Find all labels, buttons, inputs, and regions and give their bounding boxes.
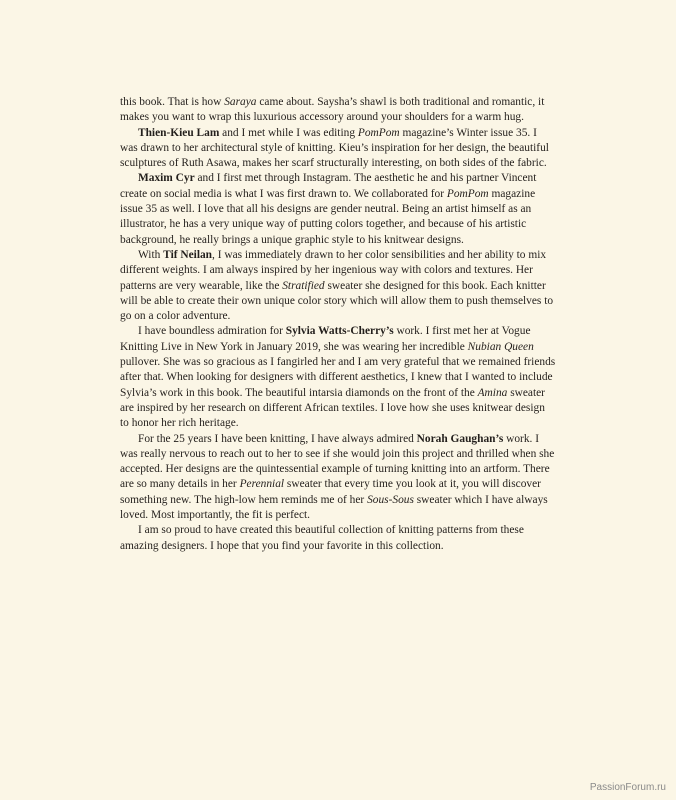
text-run: With [138,248,164,261]
text-run: For the 25 years I have been knitting, I have always admired [138,432,417,445]
text-run: magazine issue 35 as well. I love that all his designs are gender neutral. Being an artist himself as an illustrator, he has a very unique way of putting colors together, and because of his artistic background, he really brings a unique graphic style to his knitwear designs. [120,187,536,246]
text-run: and I first met through Instagram. The aesthetic he and his partner Vincent create on social media is what I was first drawn to. We collaborated for [120,172,537,200]
designer-name: Thien-Kieu Lam [138,126,220,139]
text-run: work. I first met her at Vogue Knitting Live in New York in January 2019, she was wearing her incredible [120,325,531,353]
italic-title: Nubian Queen [467,340,534,353]
italic-title: Saraya [224,96,257,108]
paragraph [120,523,556,554]
italic-title: Perennial [239,478,285,491]
text-run: work. I was really nervous to reach out to her to see if she would join this project and thrilled when she accepted. Her designs are the quintessential example of turning knitting into an artform. There are so many details in her [120,432,555,491]
italic-title: Amina [477,386,508,399]
text-run: sweater she designed for this book. Each knitter will be able to create their own unique color story which will allow them to push themselves to go on a color adventure. [120,279,554,323]
watermark: PassionForum.ru [589,782,666,793]
paragraph [120,324,556,431]
paragraph [120,171,556,247]
designer-name: Maxim Cyr [138,172,195,185]
paragraph [120,432,556,524]
text-run: I am so proud to have created this beautiful collection of knitting patterns from these amazing designers. I hope that you find your favorite in this collection. [120,524,524,552]
text-run: came about. Saysha’s shawl is both traditional and romantic, it makes you want to wrap this luxurious accessory around your shoulders for a warm hug. [120,96,545,124]
designer-name: Sylvia Watts-Cherry’s [285,325,394,338]
text-run: , I was immediately drawn to her color sensibilities and her ability to mix different weights. I am always inspired by her ingenious way with colors and textures. Her patterns are very wearable, like the [120,248,547,292]
italic-title: PomPom [446,187,489,200]
italic-title: Stratified [282,279,325,292]
text-run: sweater are inspired by her research on different African textiles. I love how she uses knitwear design to honor her rich heritage. [120,386,545,430]
text-run: and I met while I was editing [219,126,358,139]
italic-title: Sous-Sous [367,493,414,506]
text-run: sweater that every time you look at it, you will discover something new. The high-low hem reminds me of her [120,478,541,506]
paragraph [120,126,556,172]
text-run: magazine’s Winter issue 35. I was drawn to her architectural style of knitting. Kieu’s inspiration for her design, the beautiful sculptures of Ruth Asawa, makes her scarf structurally interesting, on both sides of the fabric. [120,126,549,170]
paragraph [120,248,556,324]
text-run: pullover. She was so gracious as I fangirled her and I am very grateful that we remained friends after that. When looking for designers with different aesthetics, I knew that I wanted to include Sylvia’s work in this book. The beautiful intarsia diamonds on the front of the [120,356,556,399]
designer-name: Tif Neilan [163,248,213,261]
text-run: sweater which I have always loved. Most importantly, the fit is perfect. [120,493,548,522]
text-run: I have boundless admiration for [138,325,286,338]
body-text [120,95,556,554]
italic-title: PomPom [357,126,400,139]
text-run: this book. That is how [120,96,225,108]
paragraph [120,95,556,126]
designer-name: Norah Gaughan’s [416,432,504,445]
